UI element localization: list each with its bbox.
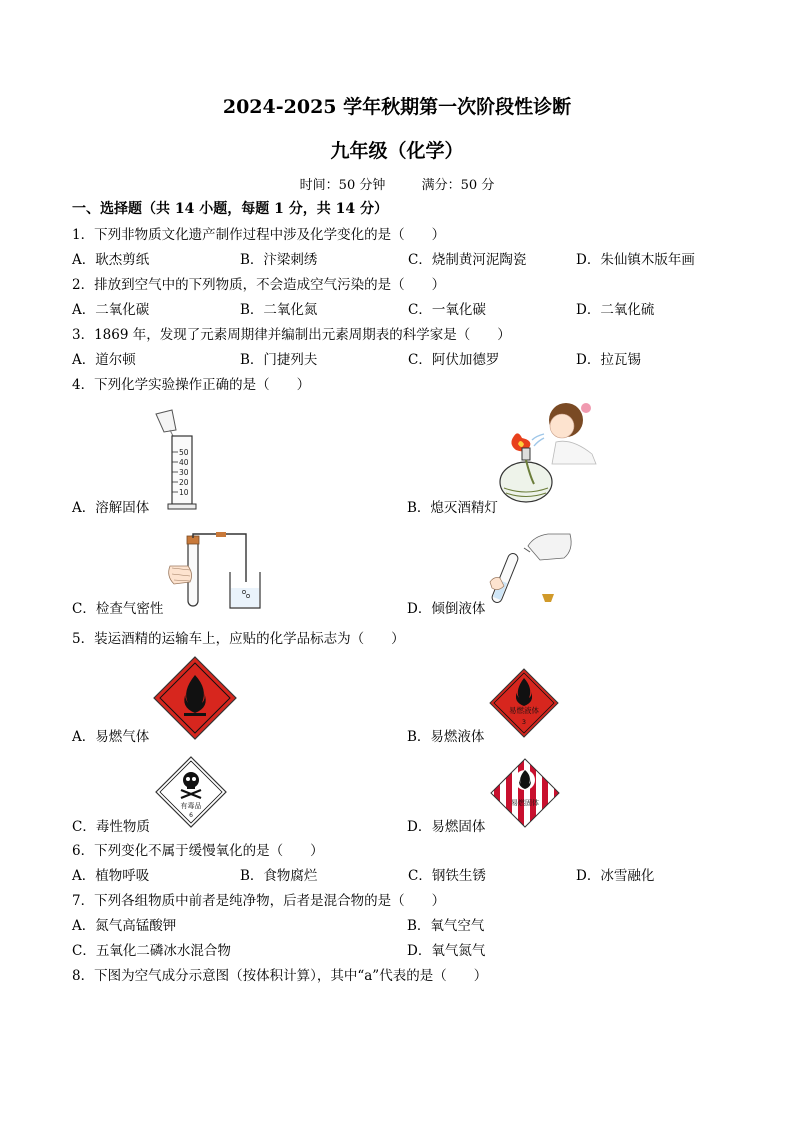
question-stem: 5．装运酒精的运输车上，应贴的化学品标志为（ ）	[72, 631, 405, 647]
toxic-sign	[155, 756, 227, 828]
cylinder-mark: 20	[179, 478, 189, 487]
section-heading: 一、选择题（共 14 小题，每题 1 分，共 14 分）	[72, 201, 388, 217]
sign-class-number: 6	[189, 812, 193, 819]
cylinder-figure	[150, 408, 200, 512]
option-a: A．二氧化碳	[72, 302, 150, 318]
reagent-bottle	[528, 534, 571, 560]
exam-meta	[0, 174, 794, 193]
question-stem: 3．1869 年，发现了元素周期律并编制出元素周期表的科学家是（ ）	[72, 327, 511, 343]
cylinder-mark: 40	[179, 458, 189, 467]
question-stem: 1．下列非物质文化遗产制作过程中涉及化学变化的是（ ）	[72, 227, 446, 243]
option-b: B．二氧化氮	[240, 302, 318, 318]
alcohol-lamp-figure	[496, 398, 604, 510]
time-label: 时间：50 分钟	[299, 178, 386, 193]
flammable-gas-sign	[152, 655, 238, 741]
flammable-liquid-sign	[489, 668, 559, 738]
option-c: C．毒性物质	[72, 819, 150, 835]
option-d: D．倾倒液体	[407, 601, 486, 617]
face	[550, 414, 574, 438]
option-a: A．氮气高锰酸钾	[72, 918, 177, 934]
option-c: C．检查气密性	[72, 601, 164, 617]
exam-subtitle: 九年级（化学）	[330, 140, 464, 162]
sign-class-number: 3	[521, 718, 527, 726]
paper-icon	[156, 410, 176, 432]
airtightness-figure	[162, 532, 264, 612]
question-stem: 7．下列各组物质中前者是纯净物，后者是混合物的是（ ）	[72, 893, 446, 909]
shirt	[552, 441, 596, 464]
option-b: B．门捷列夫	[240, 352, 318, 368]
option-c: C．烧制黄河泥陶瓷	[408, 252, 527, 268]
score-label: 满分：50 分	[421, 178, 495, 193]
sign-label: 有毒品	[180, 802, 202, 810]
flammable-solid-sign	[490, 758, 560, 828]
option-b: B．熄灭酒精灯	[407, 500, 498, 516]
exam-title: 2024-2025 学年秋期第一次阶段性诊断	[222, 96, 572, 118]
option-a: A．道尔顿	[72, 352, 136, 368]
cylinder-base	[168, 504, 196, 509]
option-c: C．钢铁生锈	[408, 868, 486, 884]
delivery-tube	[193, 534, 246, 582]
option-c: C．一氧化碳	[408, 302, 486, 318]
option-d: D．冰雪融化	[576, 868, 655, 884]
question-stem: 4．下列化学实验操作正确的是（ ）	[72, 377, 311, 393]
option-d: D．二氧化硫	[576, 302, 655, 318]
question-stem: 8．下图为空气成分示意图（按体积计算），其中“a”代表的是（ ）	[72, 968, 488, 984]
option-d: D．朱仙镇木版年画	[576, 252, 695, 268]
cylinder-mark: 50	[179, 448, 189, 457]
option-b: B．易燃液体	[407, 729, 485, 745]
option-a: A．溶解固体	[72, 500, 150, 516]
sign-label: 易燃固体	[511, 799, 539, 807]
option-a: A．植物呼吸	[72, 868, 150, 884]
bottle-stopper	[542, 594, 554, 602]
option-d: D．氧气氮气	[407, 943, 486, 959]
option-c: C．阿伏加德罗	[408, 352, 500, 368]
option-b: B．汴梁刺绣	[240, 252, 318, 268]
cylinder-mark: 10	[179, 488, 189, 497]
option-a: A．易燃气体	[72, 729, 150, 745]
option-a: A．耿杰剪纸	[72, 252, 150, 268]
option-c: C．五氧化二磷冰水混合物	[72, 943, 231, 959]
option-d: D．易燃固体	[407, 819, 486, 835]
option-b: B．氧气空气	[407, 918, 485, 934]
option-d: D．拉瓦锡	[576, 352, 641, 368]
sign-label: 易燃液体	[509, 706, 539, 715]
cylinder-mark: 30	[179, 468, 189, 477]
pouring-figure	[488, 530, 578, 608]
question-stem: 2．排放到空气中的下列物质，不会造成空气污染的是（ ）	[72, 277, 446, 293]
option-b: B．食物腐烂	[240, 868, 318, 884]
question-stem: 6．下列变化不属于缓慢氧化的是（ ）	[72, 843, 324, 859]
